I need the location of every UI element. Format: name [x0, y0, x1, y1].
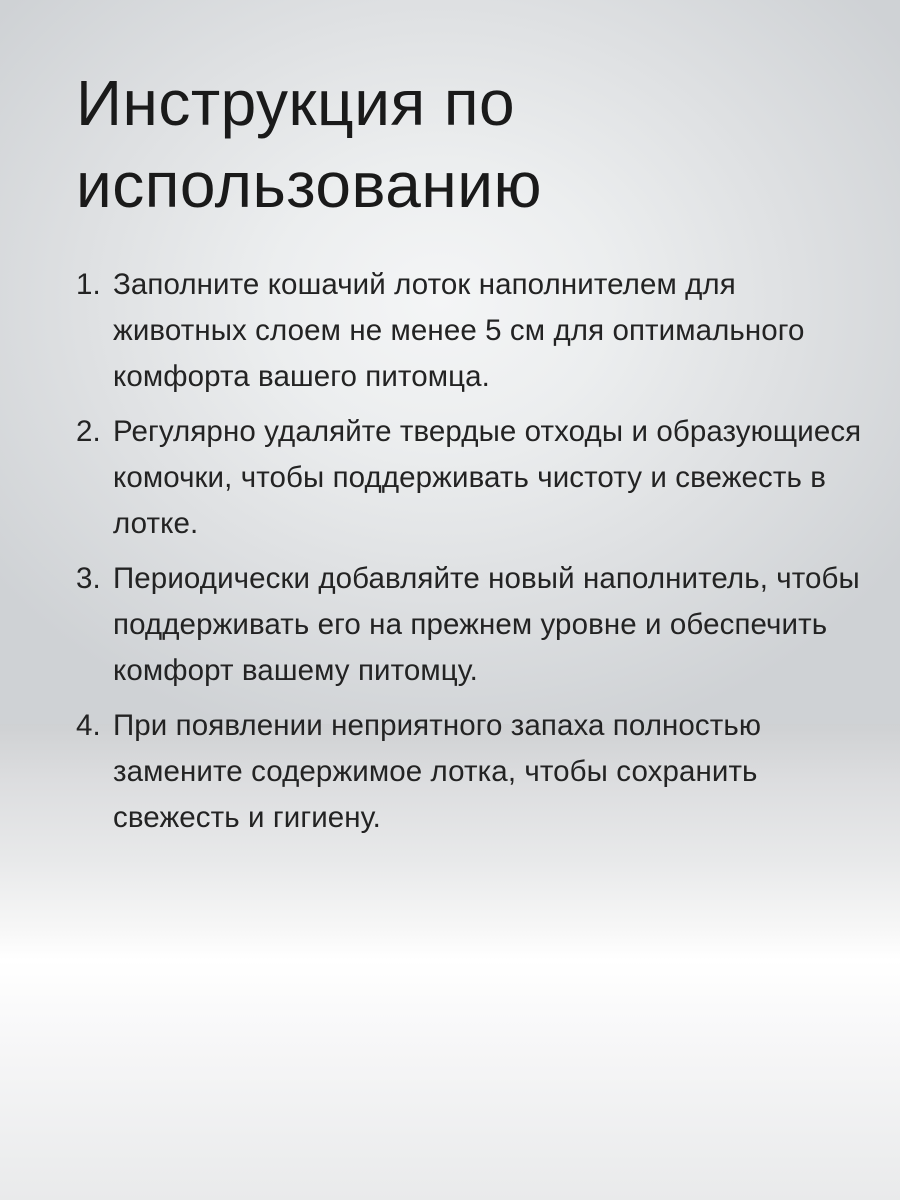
step-number: 4. [76, 709, 101, 742]
step-text: Периодически добавляйте новый наполнитель, чтобы поддерживать его на прежнем уровне и обеспечить комфорт вашему питомцу. [113, 562, 860, 687]
step-item [76, 262, 876, 400]
step-number: 2. [76, 415, 101, 448]
step-item [76, 703, 876, 841]
instruction-steps [76, 262, 876, 850]
step-number: 3. [76, 562, 101, 595]
step-item [76, 556, 876, 694]
page-title: Инструкция по использованию [76, 67, 542, 221]
step-text: При появлении неприятного запаха полностью замените содержимое лотка, чтобы сохранить свежесть и гигиену. [113, 709, 762, 834]
step-item [76, 409, 876, 547]
step-number: 1. [76, 268, 101, 301]
step-text: Регулярно удаляйте твердые отходы и образующиеся комочки, чтобы поддерживать чистоту и свежесть в лотке. [113, 415, 862, 540]
step-text: Заполните кошачий лоток наполнителем для животных слоем не менее 5 см для оптимального комфорта вашего питомца. [113, 268, 805, 393]
